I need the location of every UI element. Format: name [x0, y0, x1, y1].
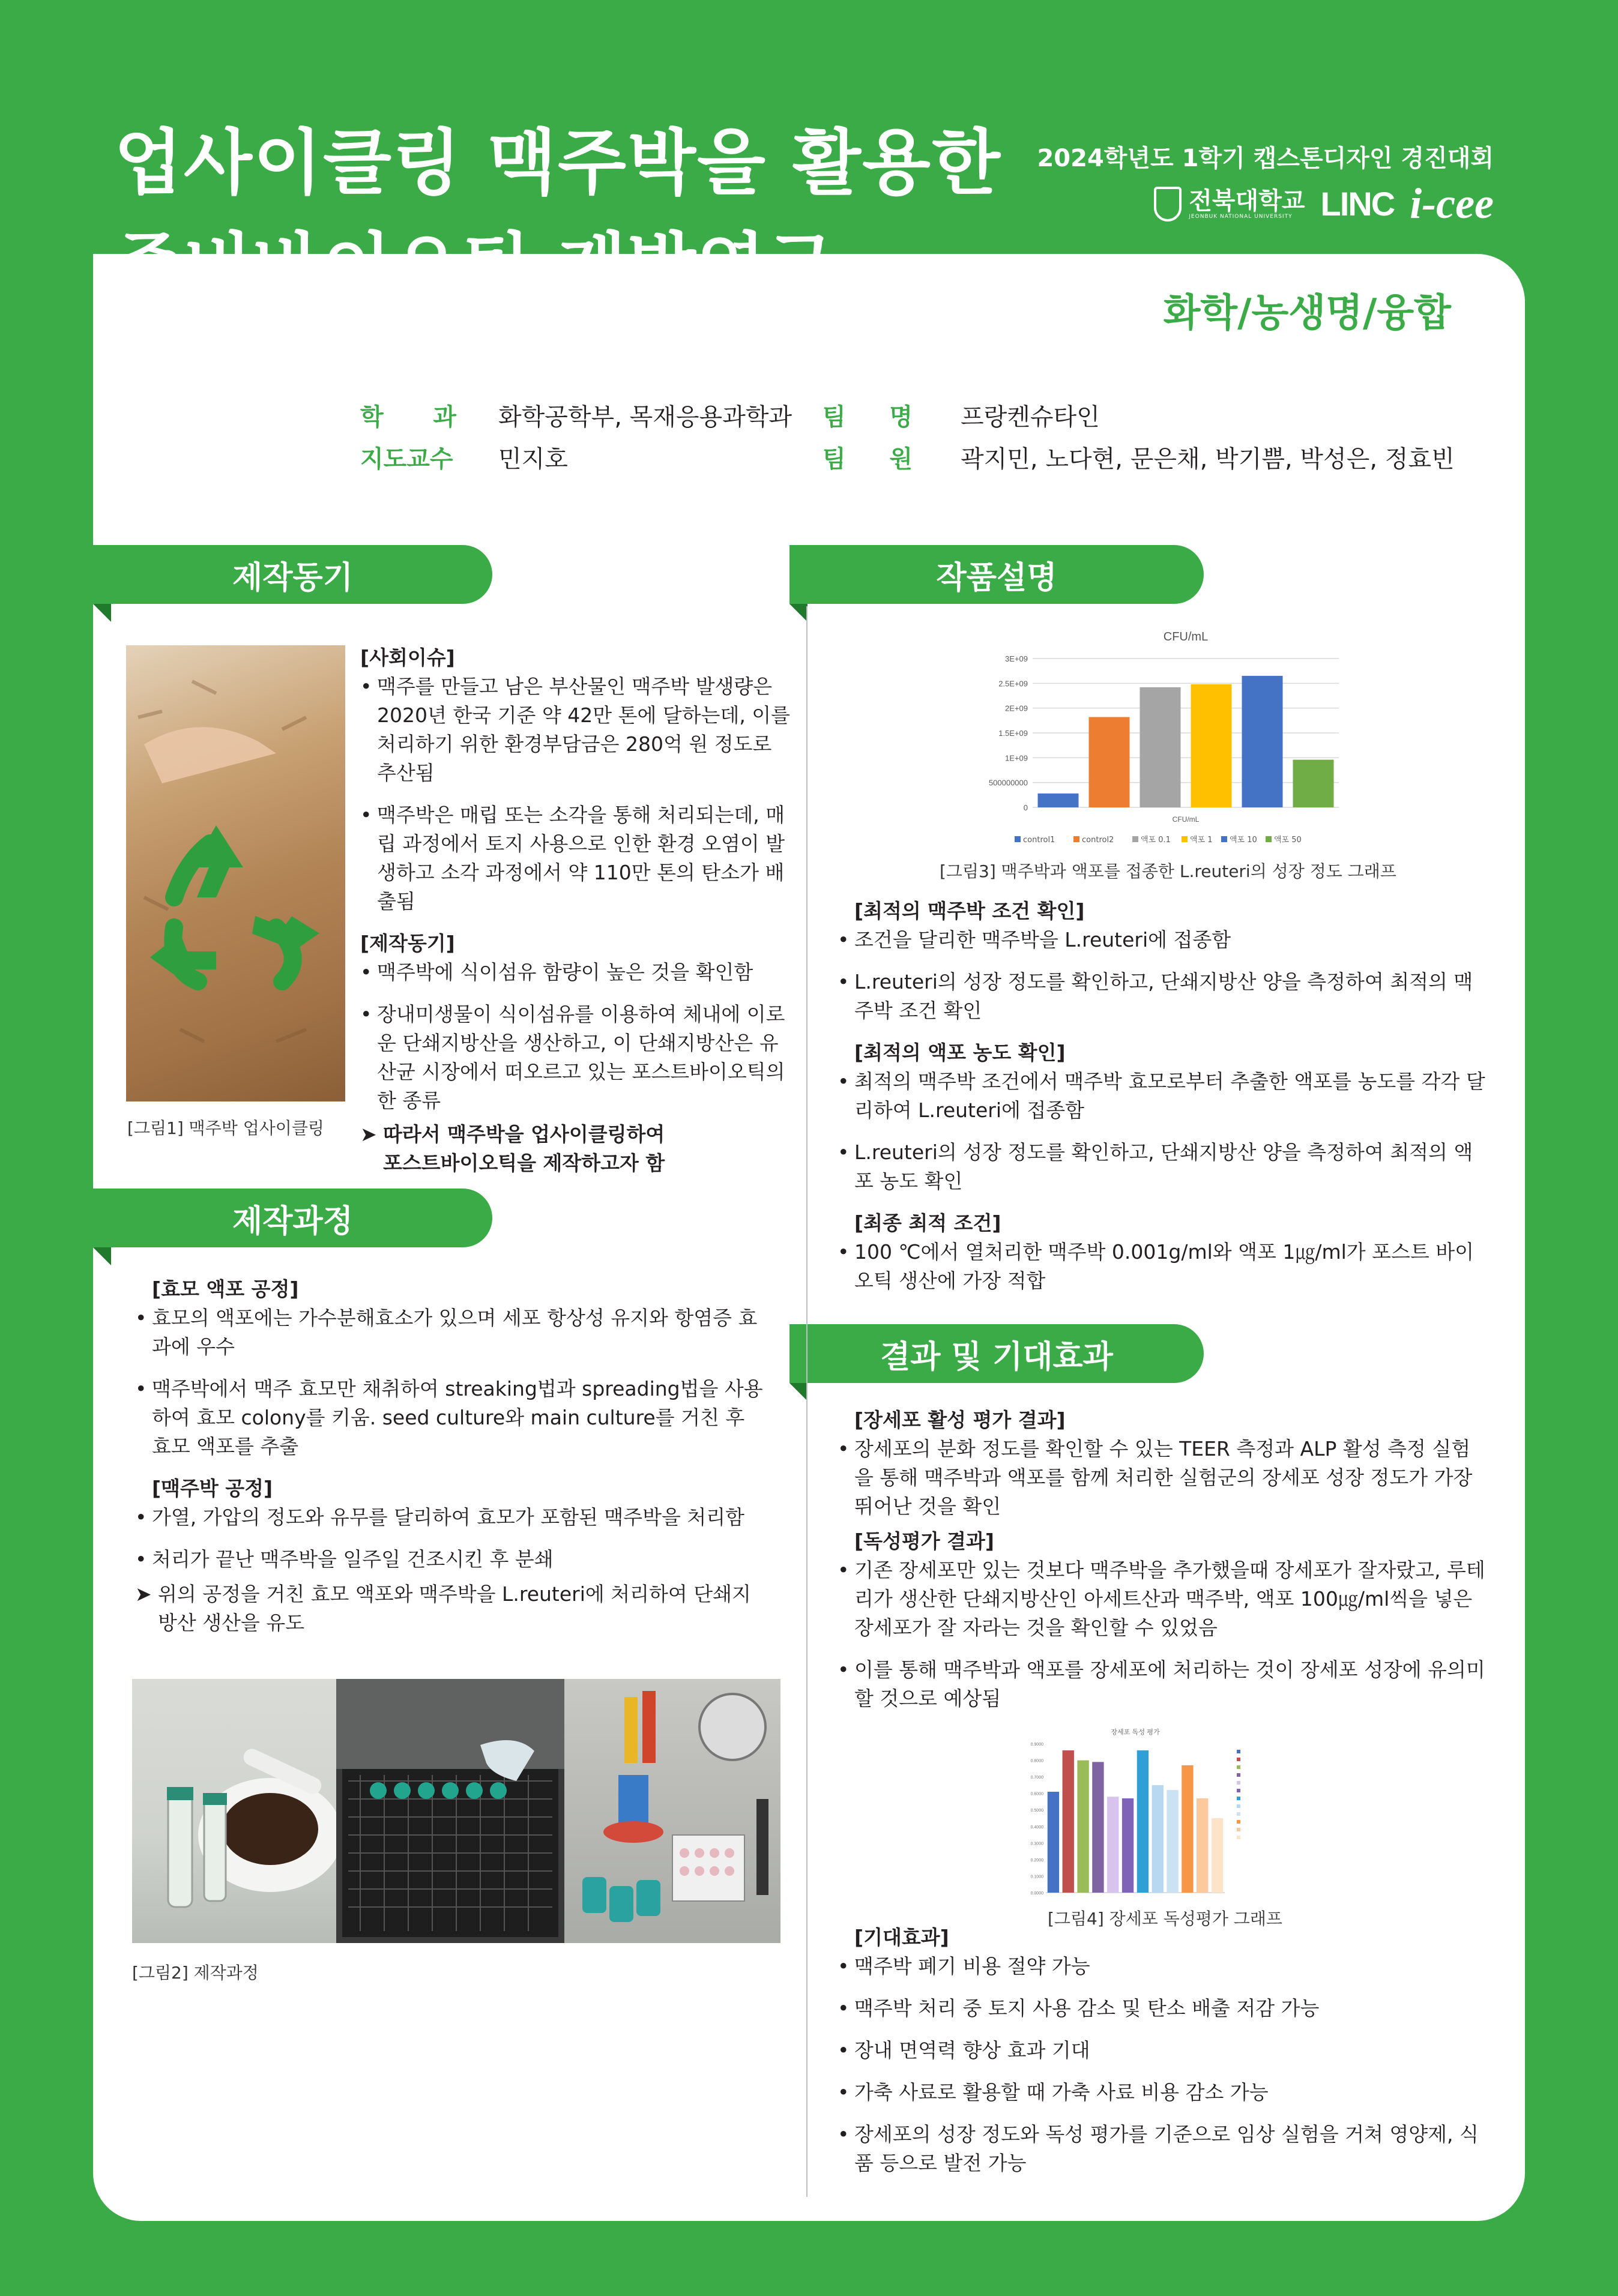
effect-item: • 맥주박 처리 중 토지 사용 감소 및 탄소 배출 저감 가능 — [838, 1994, 1486, 2023]
effect-item: • 맥주박 폐기 비용 절약 가능 — [838, 1952, 1486, 1981]
legend-entry: 액포 10 — [1230, 836, 1257, 845]
effect-item: • 장세포의 성장 정도와 독성 평가를 기준으로 임상 실험을 거쳐 영양제, 식품 등으로 발전 가능 — [838, 2120, 1486, 2178]
tox-title: [독성평가 결과] — [854, 1529, 994, 1553]
x-axis-label: CFU/mL — [1172, 815, 1200, 824]
legend-swatch — [1237, 1812, 1240, 1816]
chart-title: CFU/mL — [1163, 630, 1209, 643]
y-tick-label: 0.1000 — [1030, 1875, 1043, 1879]
column-divider — [806, 606, 807, 2197]
fig3-chart — [961, 627, 1351, 849]
bar — [1212, 1818, 1223, 1893]
lab-equipment-icon — [564, 1679, 780, 1943]
y-tick-label: 0.0000 — [1030, 1891, 1043, 1896]
process-heading: 제작과정 — [93, 1189, 492, 1247]
cond-item: • 조건을 달리한 맥주박을 L.reuteri에 접종함 — [838, 926, 1486, 954]
bar — [1167, 1790, 1178, 1893]
description-heading-fold — [789, 604, 807, 622]
bar — [1038, 794, 1079, 807]
legend-swatch — [1237, 1820, 1240, 1824]
dept-value: 화학공학부, 목재응용과학과 — [498, 403, 792, 431]
legend-swatch — [1237, 1765, 1240, 1769]
tox-item: • 기존 장세포만 있는 것보다 맥주박을 추가했을때 장세포가 잘자랐고, 루테리가 생산한 단쇄지방산인 아세트산과 맥주박, 액포 100㎍/ml씩을 넣은 장세포가 잘 자라는 것을 확인할 수 있었음 — [838, 1556, 1486, 1642]
process-text — [135, 1273, 765, 1638]
contest-name: 2024학년도 1학기 캡스톤디자인 경진대회 — [1037, 145, 1494, 172]
legend-swatch — [1132, 836, 1138, 842]
legend-swatch — [1237, 1836, 1240, 1839]
y-tick-label: 0.7000 — [1030, 1776, 1043, 1780]
yeast-item: • 맥주박에서 맥주 효모만 채취하여 streaking법과 spreading법을 사용하여 효모 colony를 키움. seed culture와 main culture를 거친 후 효모 액포를 추출 — [135, 1375, 765, 1461]
bar — [1242, 676, 1283, 807]
fig1-image — [126, 645, 345, 1101]
social-item: • 맥주를 만들고 남은 부산물인 맥주박 발생량은 2020년 한국 기준 약 42만 톤에 달하는데, 이를 처리하기 위한 환경부담금은 280억 원 정도로 추산됨 — [360, 672, 792, 788]
legend-swatch — [1237, 1781, 1240, 1785]
bar — [1152, 1785, 1164, 1893]
mortar-icon — [132, 1679, 336, 1943]
legend-swatch — [1182, 836, 1188, 842]
legend-swatch — [1266, 836, 1272, 842]
legend-swatch — [1073, 836, 1079, 842]
legend-entry: 액포 1 — [1190, 836, 1213, 845]
legend-swatch — [1237, 1789, 1240, 1792]
info-right — [823, 396, 1455, 480]
team-value: 프랑켄슈타인 — [961, 403, 1100, 431]
legend-swatch — [1237, 1828, 1240, 1831]
legend-swatch — [1221, 836, 1227, 842]
description-text — [838, 894, 1486, 1309]
chart-title: 장세포 독성 평가 — [1111, 1728, 1160, 1736]
y-tick-label: 1E+09 — [1005, 753, 1028, 763]
description-heading: 작품설명 — [789, 545, 1204, 604]
effects-text — [838, 1921, 1486, 2191]
univ-logo — [1154, 187, 1305, 221]
conc-item: • L.reuteri의 성장 정도를 확인하고, 단쇄지방산 양을 측정하여 최적의 액포 농도 확인 — [838, 1138, 1486, 1196]
spent-item: • 처리가 끝난 맥주박을 일주일 건조시킨 후 분쇄 — [135, 1545, 765, 1574]
process-heading-fold — [93, 1247, 111, 1265]
legend-entry: control2 — [1082, 836, 1114, 845]
fig2-photo-mortar — [132, 1679, 336, 1943]
activity-title: [장세포 활성 평가 결과] — [854, 1408, 1066, 1432]
legend-swatch — [1237, 1797, 1240, 1800]
motivation-conclusion: ➤ 따라서 맥주박을 업사이클링하여 포스트바이오틱을 제작하고자 함 — [360, 1120, 683, 1178]
cond-title: [최적의 맥주박 조건 확인] — [854, 899, 1085, 923]
y-tick-label: 0.2000 — [1030, 1858, 1043, 1863]
tube-rack-icon — [336, 1679, 564, 1943]
bar — [1077, 1761, 1088, 1893]
members-value: 곽지민, 노다현, 문은채, 박기쁨, 박성은, 정효빈 — [961, 445, 1455, 473]
logo-row — [1154, 179, 1494, 229]
y-tick-label: 3E+09 — [1005, 654, 1028, 663]
motivation-heading-fold — [93, 604, 111, 622]
univ-name-en: JEONBUK NATIONAL UNIVERSITY — [1189, 213, 1293, 220]
y-tick-label: 0.4000 — [1030, 1825, 1043, 1830]
bar — [1063, 1750, 1074, 1893]
motive-item: • 장내미생물이 식이섬유를 이용하여 체내에 이로운 단쇄지방산을 생산하고, 이 단쇄지방산은 유산균 시장에서 떠오르고 있는 포스트바이오틱의 한 종류 — [360, 1000, 792, 1115]
univ-seal-icon — [1154, 187, 1182, 221]
legend-swatch — [1237, 1750, 1240, 1753]
social-item: • 맥주박은 매립 또는 소각을 통해 처리되는데, 매립 과정에서 토지 사용으로 인한 환경 오염이 발생하고 소각 과정에서 약 110만 톤의 탄소가 배출됨 — [360, 801, 792, 916]
dept-label: 학 과 — [360, 403, 456, 431]
legend-swatch — [1015, 836, 1021, 842]
y-tick-label: 500000000 — [988, 778, 1028, 788]
bar — [1182, 1765, 1193, 1893]
team-label: 팀 명 — [823, 403, 913, 431]
spent-title: [맥주박 공정] — [152, 1477, 273, 1500]
y-tick-label: 0.6000 — [1030, 1792, 1043, 1797]
y-tick-label: 2E+09 — [1005, 704, 1028, 713]
process-conclusion: ➤ 위의 공정을 거친 효모 액포와 맥주박을 L.reuteri에 처리하여 단쇄지방산 생산을 유도 — [135, 1580, 758, 1638]
conc-title: [최적의 액포 농도 확인] — [854, 1041, 1066, 1064]
y-tick-label: 2.5E+09 — [998, 679, 1028, 688]
social-title: [사회이슈] — [360, 646, 455, 669]
fig2-caption: [그림2] 제작과정 — [132, 1963, 259, 1983]
y-tick-label: 0.3000 — [1030, 1842, 1043, 1846]
info-left — [360, 396, 792, 480]
legend-entry: 액포 50 — [1274, 836, 1302, 845]
fig2-photo-tubes — [336, 1679, 564, 1943]
legend-entry: 액포 0.1 — [1141, 836, 1171, 845]
legend-entry: control1 — [1023, 836, 1055, 845]
fig4-chart — [1021, 1726, 1309, 1900]
effect-item: • 장내 면역력 향상 효과 기대 — [838, 2036, 1486, 2065]
fig1-caption: [그림1] 맥주박 업사이클링 — [127, 1118, 324, 1138]
bar — [1191, 684, 1232, 807]
prof-value: 민지호 — [498, 445, 568, 473]
conc-item: • 최적의 맥주박 조건에서 맥주박 효모로부터 추출한 액포를 농도를 각각 달리하여 L.reuteri에 접종함 — [838, 1067, 1486, 1125]
linc-logo: LINC — [1320, 185, 1395, 223]
members-label: 팀 원 — [823, 445, 913, 473]
spent-item: • 가열, 가압의 정도와 유무를 달리하여 효모가 포함된 맥주박을 처리함 — [135, 1503, 765, 1532]
legend-swatch — [1237, 1758, 1240, 1761]
motive-item: • 맥주박에 식이섬유 함량이 높은 것을 확인함 — [360, 958, 792, 987]
y-tick-label: 0.8000 — [1030, 1759, 1043, 1764]
bar — [1293, 760, 1334, 807]
cond-item: • L.reuteri의 성장 정도를 확인하고, 단쇄지방산 양을 측정하여 최적의 맥주박 조건 확인 — [838, 968, 1486, 1025]
univ-name: 전북대학교 — [1189, 187, 1305, 215]
bar — [1137, 1750, 1149, 1893]
yeast-title: [효모 액포 공정] — [152, 1277, 299, 1301]
legend-swatch — [1237, 1773, 1240, 1777]
activity-item: • 장세포의 분화 정도를 확인할 수 있는 TEER 측정과 ALP 활성 측정 실험을 통해 맥주박과 액포를 함께 처리한 실험군의 장세포 성장 정도가 가장 뛰어난 것을 확인 — [838, 1435, 1486, 1521]
y-tick-label: 0.5000 — [1030, 1809, 1043, 1813]
recycle-icon — [126, 645, 345, 1101]
category-label: 화학/농생명/융합 — [1163, 291, 1451, 336]
legend-swatch — [1237, 1804, 1240, 1808]
final-item: • 100 ℃에서 열처리한 맥주박 0.001g/ml와 액포 1㎍/ml가 포스트 바이오틱 생산에 가장 적합 — [838, 1238, 1486, 1295]
prof-label: 지도교수 — [360, 445, 453, 473]
tab-curve — [877, 255, 943, 375]
final-title: [최종 최적 조건] — [854, 1211, 1001, 1235]
bar — [1107, 1797, 1118, 1893]
bar — [1089, 717, 1130, 807]
y-tick-label: 1.5E+09 — [998, 729, 1028, 738]
icee-logo: i-cee — [1410, 179, 1494, 227]
motivation-text — [360, 641, 792, 1178]
fig3-caption: [그림3] 맥주박과 액포를 접종한 L.reuteri의 성장 정도 그래프 — [940, 861, 1396, 881]
title-line-1: 업사이클링 맥주박을 활용한 — [114, 121, 1002, 204]
motivation-heading: 제작동기 — [93, 545, 492, 604]
bar — [1140, 687, 1181, 807]
fig2-photo-lab — [564, 1679, 780, 1943]
tox-item: • 이를 통해 맥주박과 액포를 장세포에 처리하는 것이 장세포 성장에 유의미할 것으로 예상됨 — [838, 1656, 1486, 1713]
fig4-caption: [그림4] 장세포 독성평가 그래프 — [1048, 1909, 1282, 1929]
motive-title: [제작동기] — [360, 932, 455, 955]
bar — [1197, 1798, 1208, 1893]
bar — [1048, 1792, 1059, 1893]
y-tick-label: 0 — [1023, 803, 1028, 812]
results-heading-fold — [789, 1383, 807, 1401]
results-text — [838, 1403, 1486, 1726]
bar — [1122, 1798, 1134, 1893]
effect-title: [기대효과] — [854, 1926, 949, 1949]
results-heading: 결과 및 기대효과 — [789, 1324, 1204, 1383]
bar — [1092, 1762, 1103, 1893]
effect-item: • 가축 사료로 활용할 때 가축 사료 비용 감소 가능 — [838, 2078, 1486, 2107]
y-tick-label: 0.9000 — [1030, 1743, 1043, 1747]
yeast-item: • 효모의 액포에는 가수분해효소가 있으며 세포 항상성 유지와 항염증 효과에 우수 — [135, 1304, 765, 1361]
